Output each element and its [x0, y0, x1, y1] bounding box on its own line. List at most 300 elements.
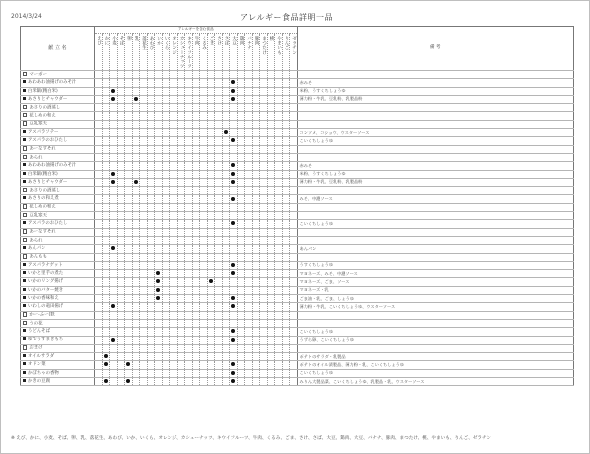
filled-square-icon [23, 362, 26, 365]
open-square-icon [23, 321, 27, 325]
allergen-cell [110, 270, 118, 278]
allergen-label: 鶏肉 [239, 36, 245, 46]
allergen-cell [117, 187, 125, 195]
allergen-cell [162, 319, 170, 327]
allergen-cell [177, 220, 185, 228]
note-cell: 薄力粉・牛乳、豆乳粉、乳製品粉 [297, 178, 574, 186]
allergen-cell [282, 369, 290, 377]
allergen-cell [125, 203, 133, 211]
table-row [21, 328, 574, 336]
allergen-cell [177, 228, 185, 236]
contains-dot-icon [231, 197, 235, 201]
allergen-cell [102, 137, 110, 145]
menu-name-cell [21, 353, 95, 361]
menu-name-cell [21, 236, 95, 244]
allergen-cell [102, 170, 110, 178]
allergen-cell [207, 286, 215, 294]
allergen-cell [215, 79, 223, 87]
note-cell [297, 344, 574, 352]
allergen-cell [237, 95, 245, 103]
allergen-cell [260, 344, 268, 352]
allergen-cell [192, 220, 200, 228]
allergen-header [162, 34, 170, 71]
allergen-cell [140, 170, 148, 178]
allergen-cell [102, 361, 110, 369]
allergen-cell [117, 245, 125, 253]
allergen-cell [215, 303, 223, 311]
allergen-cell [147, 137, 155, 145]
allergen-cell [290, 377, 298, 385]
allergen-cell [95, 270, 103, 278]
menu-name: かきの豆腐 [28, 378, 50, 384]
allergen-cell [110, 170, 118, 178]
allergen-cell [125, 319, 133, 327]
allergen-cell [237, 278, 245, 286]
allergen-header [125, 34, 133, 71]
allergen-cell [170, 120, 178, 128]
allergen-cell [185, 311, 193, 319]
allergen-cell [237, 270, 245, 278]
allergen-cell [102, 253, 110, 261]
allergen-cell [185, 153, 193, 161]
allergen-cell [170, 236, 178, 244]
contains-dot-icon [134, 180, 138, 184]
filled-square-icon [23, 329, 26, 332]
allergen-cell [222, 319, 230, 327]
allergen-cell [282, 212, 290, 220]
allergen-cell [95, 87, 103, 95]
allergen-cell [95, 236, 103, 244]
allergen-label: えび [96, 36, 102, 46]
allergen-cell [207, 87, 215, 95]
allergen-cell [222, 120, 230, 128]
menu-name: アスパラのおひたし [28, 138, 68, 144]
allergen-cell [132, 336, 140, 344]
menu-name-cell [21, 178, 95, 186]
allergen-cell [155, 162, 163, 170]
allergen-cell [170, 212, 178, 220]
allergen-cell [132, 120, 140, 128]
allergen-cell [125, 361, 133, 369]
allergen-cell [95, 303, 103, 311]
table-row [21, 203, 574, 211]
allergen-cell [177, 261, 185, 269]
filled-square-icon [23, 379, 26, 382]
allergen-cell [140, 203, 148, 211]
contains-dot-icon [111, 338, 115, 342]
allergen-cell [110, 212, 118, 220]
allergen-cell [282, 112, 290, 120]
allergen-cell [222, 369, 230, 377]
allergen-cell [252, 153, 260, 161]
allergen-cell [200, 212, 208, 220]
allergen-cell [267, 220, 275, 228]
allergen-cell [132, 187, 140, 195]
allergen-cell [222, 270, 230, 278]
allergen-cell [282, 170, 290, 178]
filled-square-icon [23, 271, 26, 274]
allergen-cell [185, 203, 193, 211]
contains-dot-icon [231, 371, 235, 375]
allergen-label: あわび [149, 36, 155, 50]
menu-name: あさりとチャウダー [28, 96, 68, 102]
allergen-cell [245, 71, 253, 79]
allergen-cell [207, 212, 215, 220]
note-cell: 赤みそ [297, 162, 574, 170]
allergen-cell [290, 71, 298, 79]
allergen-cell [125, 162, 133, 170]
allergen-cell [237, 120, 245, 128]
menu-name: あさりの酒蒸し [29, 188, 61, 194]
allergen-cell [162, 162, 170, 170]
allergen-cell [110, 361, 118, 369]
menu-name-cell [21, 369, 95, 377]
allergen-cell [237, 361, 245, 369]
allergen-cell [155, 261, 163, 269]
allergen-cell [252, 178, 260, 186]
allergen-cell [207, 228, 215, 236]
allergen-cell [215, 245, 223, 253]
allergen-cell [275, 336, 283, 344]
allergen-cell [95, 311, 103, 319]
allergen-label: 大豆 [231, 36, 237, 46]
allergen-cell [267, 353, 275, 361]
note-cell [297, 212, 574, 220]
allergen-cell [125, 145, 133, 153]
allergen-cell [290, 336, 298, 344]
note-cell: 米粉、うすくちしょうゆ [297, 170, 574, 178]
open-square-icon [23, 204, 27, 208]
menu-name-cell [21, 71, 95, 79]
allergen-cell [222, 253, 230, 261]
allergen-cell [95, 261, 103, 269]
allergen-cell [125, 253, 133, 261]
allergen-cell [282, 353, 290, 361]
allergen-cell [207, 129, 215, 137]
allergen-cell [207, 203, 215, 211]
allergen-cell [132, 95, 140, 103]
menu-name-cell [21, 137, 95, 145]
allergen-cell [170, 228, 178, 236]
allergen-cell [215, 369, 223, 377]
allergen-cell [245, 311, 253, 319]
allergen-cell [192, 336, 200, 344]
allergen-cell [275, 295, 283, 303]
allergen-cell [282, 137, 290, 145]
allergen-cell [140, 153, 148, 161]
open-square-icon [23, 254, 27, 258]
allergen-cell [117, 361, 125, 369]
allergen-cell [125, 344, 133, 352]
table-row [21, 104, 574, 112]
allergen-cell [245, 261, 253, 269]
allergen-cell [132, 361, 140, 369]
allergen-cell [162, 95, 170, 103]
allergen-cell [155, 353, 163, 361]
allergen-cell [147, 311, 155, 319]
allergen-cell [177, 253, 185, 261]
allergen-cell [110, 153, 118, 161]
allergen-cell [267, 203, 275, 211]
menu-name-cell [21, 377, 95, 385]
allergen-cell [237, 71, 245, 79]
allergen-cell [185, 245, 193, 253]
table-row [21, 220, 574, 228]
allergen-cell [267, 79, 275, 87]
allergen-cell [117, 112, 125, 120]
allergen-cell [245, 377, 253, 385]
allergen-cell [185, 120, 193, 128]
allergen-cell [245, 344, 253, 352]
allergen-cell [170, 377, 178, 385]
allergen-cell [110, 311, 118, 319]
allergen-cell [192, 187, 200, 195]
allergen-header [275, 34, 283, 71]
allergen-cell [162, 253, 170, 261]
allergen-cell [147, 328, 155, 336]
allergen-cell [260, 95, 268, 103]
allergen-cell [177, 187, 185, 195]
allergen-cell [147, 187, 155, 195]
allergen-cell [185, 212, 193, 220]
allergen-cell [102, 79, 110, 87]
allergen-cell [192, 286, 200, 294]
allergen-cell [192, 245, 200, 253]
allergen-cell [282, 270, 290, 278]
allergen-label: キウイフルーツ [186, 36, 192, 69]
allergen-cell [110, 303, 118, 311]
allergen-cell [290, 170, 298, 178]
allergen-cell [140, 245, 148, 253]
allergen-cell [252, 95, 260, 103]
allergen-cell [177, 137, 185, 145]
allergen-cell [110, 87, 118, 95]
allergen-cell [102, 261, 110, 269]
allergen-cell [177, 336, 185, 344]
allergen-cell [230, 328, 238, 336]
note-cell: 薄力粉・牛乳、こいくちしょうゆ、ウスターソース [297, 303, 574, 311]
allergen-cell [290, 137, 298, 145]
allergen-cell [245, 137, 253, 145]
contains-dot-icon [231, 221, 235, 225]
allergen-cell [117, 261, 125, 269]
allergen-cell [200, 303, 208, 311]
allergen-cell [110, 336, 118, 344]
allergen-cell [102, 286, 110, 294]
table-row [21, 245, 574, 253]
document-title: アレルギー食品詳明一品 [240, 13, 333, 22]
allergen-cell [192, 212, 200, 220]
allergen-cell [185, 253, 193, 261]
allergen-cell [95, 71, 103, 79]
allergen-cell [147, 203, 155, 211]
allergen-header [132, 34, 140, 71]
allergen-cell [275, 104, 283, 112]
allergen-cell [177, 95, 185, 103]
allergen-cell [252, 328, 260, 336]
allergen-cell [147, 153, 155, 161]
allergen-cell [177, 87, 185, 95]
allergen-cell [245, 79, 253, 87]
filled-square-icon [23, 163, 26, 166]
allergen-cell [125, 245, 133, 253]
allergen-cell [267, 104, 275, 112]
allergen-cell [215, 178, 223, 186]
allergen-cell [155, 137, 163, 145]
allergen-cell [170, 369, 178, 377]
menu-name-cell [21, 270, 95, 278]
allergen-cell [185, 137, 193, 145]
allergen-cell [170, 187, 178, 195]
allergen-cell [267, 253, 275, 261]
menu-name: あーなすそれ [29, 146, 56, 152]
allergen-cell [125, 195, 133, 203]
allergen-cell [245, 328, 253, 336]
allergen-cell [237, 253, 245, 261]
allergen-cell [222, 95, 230, 103]
allergen-cell [282, 120, 290, 128]
note-cell: コンソメ、コショウ、ウスターソース [297, 129, 574, 137]
allergen-cell [275, 286, 283, 294]
allergen-cell [282, 328, 290, 336]
allergen-cell [252, 112, 260, 120]
allergen-cell [117, 303, 125, 311]
allergen-cell [267, 369, 275, 377]
allergen-cell [132, 162, 140, 170]
allergen-cell [222, 328, 230, 336]
allergen-cell [162, 361, 170, 369]
allergen-cell [245, 303, 253, 311]
allergen-cell [222, 344, 230, 352]
allergen-cell [245, 120, 253, 128]
allergen-cell [230, 95, 238, 103]
allergen-cell [162, 261, 170, 269]
menu-name-cell [21, 195, 95, 203]
allergen-cell [185, 236, 193, 244]
allergen-cell [147, 377, 155, 385]
allergen-cell [215, 145, 223, 153]
allergen-cell [162, 112, 170, 120]
menu-name-cell [21, 203, 95, 211]
allergen-cell [267, 95, 275, 103]
allergen-cell [110, 145, 118, 153]
allergen-cell [170, 71, 178, 79]
allergen-cell [275, 261, 283, 269]
allergen-cell [155, 95, 163, 103]
allergen-cell [125, 353, 133, 361]
allergen-cell [185, 353, 193, 361]
allergen-cell [230, 153, 238, 161]
note-cell: こいくちしょうゆ [297, 220, 574, 228]
allergen-cell [207, 261, 215, 269]
allergen-cell [170, 278, 178, 286]
contains-dot-icon [104, 379, 108, 383]
allergen-cell [125, 295, 133, 303]
open-square-icon [23, 113, 27, 117]
allergen-cell [140, 112, 148, 120]
allergen-cell [252, 261, 260, 269]
allergen-cell [222, 112, 230, 120]
allergen-cell [237, 369, 245, 377]
allergen-cell [260, 303, 268, 311]
allergen-cell [282, 261, 290, 269]
allergen-cell [117, 369, 125, 377]
allergen-cell [252, 203, 260, 211]
allergen-cell [275, 87, 283, 95]
allergen-cell [207, 311, 215, 319]
allergen-cell [177, 311, 185, 319]
allergen-cell [147, 87, 155, 95]
allergen-cell [267, 303, 275, 311]
allergen-cell [260, 203, 268, 211]
allergen-cell [207, 253, 215, 261]
table-row [21, 178, 574, 186]
allergen-cell [267, 377, 275, 385]
allergen-cell [215, 104, 223, 112]
allergen-cell [260, 245, 268, 253]
allergen-cell [290, 220, 298, 228]
allergen-cell [147, 369, 155, 377]
open-square-icon [23, 146, 27, 150]
allergen-table [20, 26, 574, 386]
allergen-cell [192, 178, 200, 186]
allergen-cell [290, 261, 298, 269]
allergen-cell [147, 112, 155, 120]
allergen-cell [245, 195, 253, 203]
allergen-cell [95, 120, 103, 128]
allergen-cell [267, 228, 275, 236]
allergen-cell [117, 178, 125, 186]
allergen-cell [170, 328, 178, 336]
note-cell: うずら卵、こいくちしょうゆ [297, 336, 574, 344]
allergen-cell [110, 286, 118, 294]
allergen-cell [252, 361, 260, 369]
allergen-cell [155, 369, 163, 377]
allergen-cell [95, 153, 103, 161]
allergen-cell [125, 303, 133, 311]
allergen-cell [125, 71, 133, 79]
allergen-cell [282, 245, 290, 253]
allergen-cell [230, 212, 238, 220]
allergen-cell [252, 195, 260, 203]
allergen-cell [267, 129, 275, 137]
allergen-cell [260, 187, 268, 195]
allergen-cell [290, 203, 298, 211]
allergen-cell [260, 195, 268, 203]
allergen-cell [252, 129, 260, 137]
allergen-label: さけ [216, 36, 222, 46]
allergen-cell [267, 361, 275, 369]
allergen-cell [230, 377, 238, 385]
allergen-cell [102, 344, 110, 352]
allergen-cell [162, 178, 170, 186]
allergen-cell [245, 170, 253, 178]
allergen-cell [267, 178, 275, 186]
allergen-cell [140, 87, 148, 95]
allergen-cell [177, 295, 185, 303]
allergen-cell [170, 137, 178, 145]
table-row [21, 295, 574, 303]
allergen-cell [192, 71, 200, 79]
menu-name: あわあわ油揚げのみそ汁 [28, 163, 77, 169]
allergen-cell [192, 95, 200, 103]
allergen-cell [132, 203, 140, 211]
allergen-cell [200, 253, 208, 261]
allergen-cell [132, 137, 140, 145]
allergen-cell [260, 71, 268, 79]
contains-dot-icon [231, 329, 235, 333]
menu-name-cell [21, 79, 95, 87]
